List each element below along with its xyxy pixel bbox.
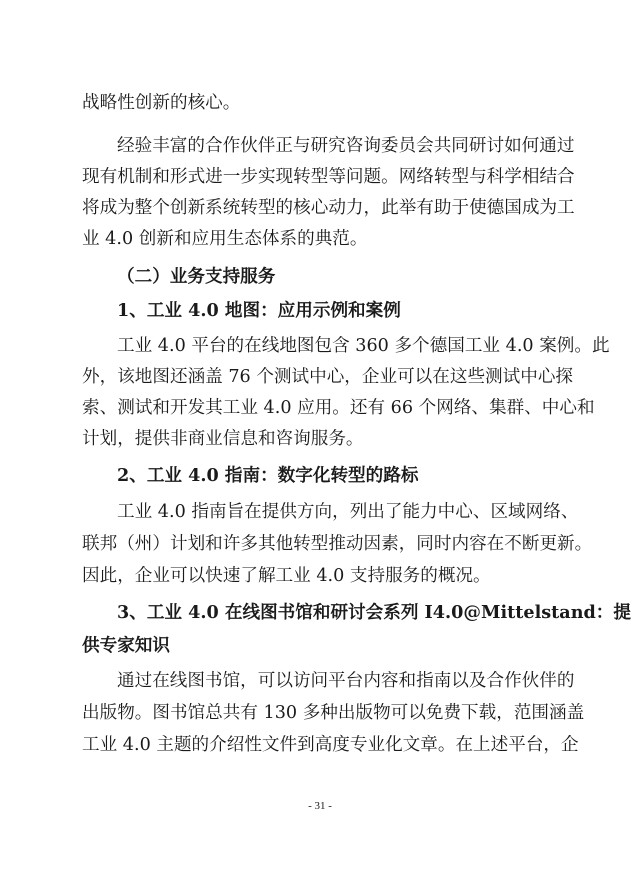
paragraph-line: 战略性创新的核心。	[82, 93, 241, 113]
paragraph-line: 工业 4.0 平台的在线地图包含 360 多个德国工业 4.0 案例。此	[117, 336, 610, 356]
paragraph-line: 联邦（州）计划和许多其他转型推动因素，同时内容在不断更新。	[82, 534, 593, 554]
subsection-heading: 2、工业 4.0 指南：数字化转型的路标	[117, 465, 419, 486]
paragraph-line: 将成为整个创新系统转型的核心动力，此举有助于使德国成为工	[82, 198, 575, 218]
paragraph-line: 因此，企业可以快速了解工业 4.0 支持服务的概况。	[82, 566, 491, 586]
paragraph-line: 经验丰富的合作伙伴正与研究咨询委员会共同研讨如何通过	[117, 136, 575, 156]
subsection-heading: 供专家知识	[82, 635, 170, 656]
paragraph-line: 工业 4.0 主题的介绍性文件到高度专业化文章。在上述平台，企	[82, 735, 579, 755]
paragraph-line: 业 4.0 创新和应用生态体系的典范。	[82, 229, 368, 249]
paragraph-line: 出版物。图书馆总共有 130 多种出版物可以免费下载，范围涵盖	[82, 703, 585, 723]
section-heading: （二）业务支持服务	[117, 266, 276, 287]
page-number: - 31 -	[308, 800, 332, 812]
subsection-heading: 3、工业 4.0 在线图书馆和研讨会系列 I4.0@Mittelstand：提	[117, 602, 631, 623]
subsection-heading: 1、工业 4.0 地图：应用示例和案例	[117, 300, 401, 321]
paragraph-line: 计划，提供非商业信息和咨询服务。	[82, 429, 364, 449]
paragraph-line: 通过在线图书馆，可以访问平台内容和指南以及合作伙伴的	[117, 671, 575, 691]
paragraph-line: 索、测试和开发其工业 4.0 应用。还有 66 个网络、集群、中心和	[82, 398, 595, 418]
paragraph-line: 外，该地图还涵盖 76 个测试中心，企业可以在这些测试中心探	[82, 367, 574, 387]
paragraph-line: 工业 4.0 指南旨在提供方向，列出了能力中心、区域网络、	[117, 502, 579, 522]
paragraph-line: 现有机制和形式进一步实现转型等问题。网络转型与科学相结合	[82, 167, 575, 187]
